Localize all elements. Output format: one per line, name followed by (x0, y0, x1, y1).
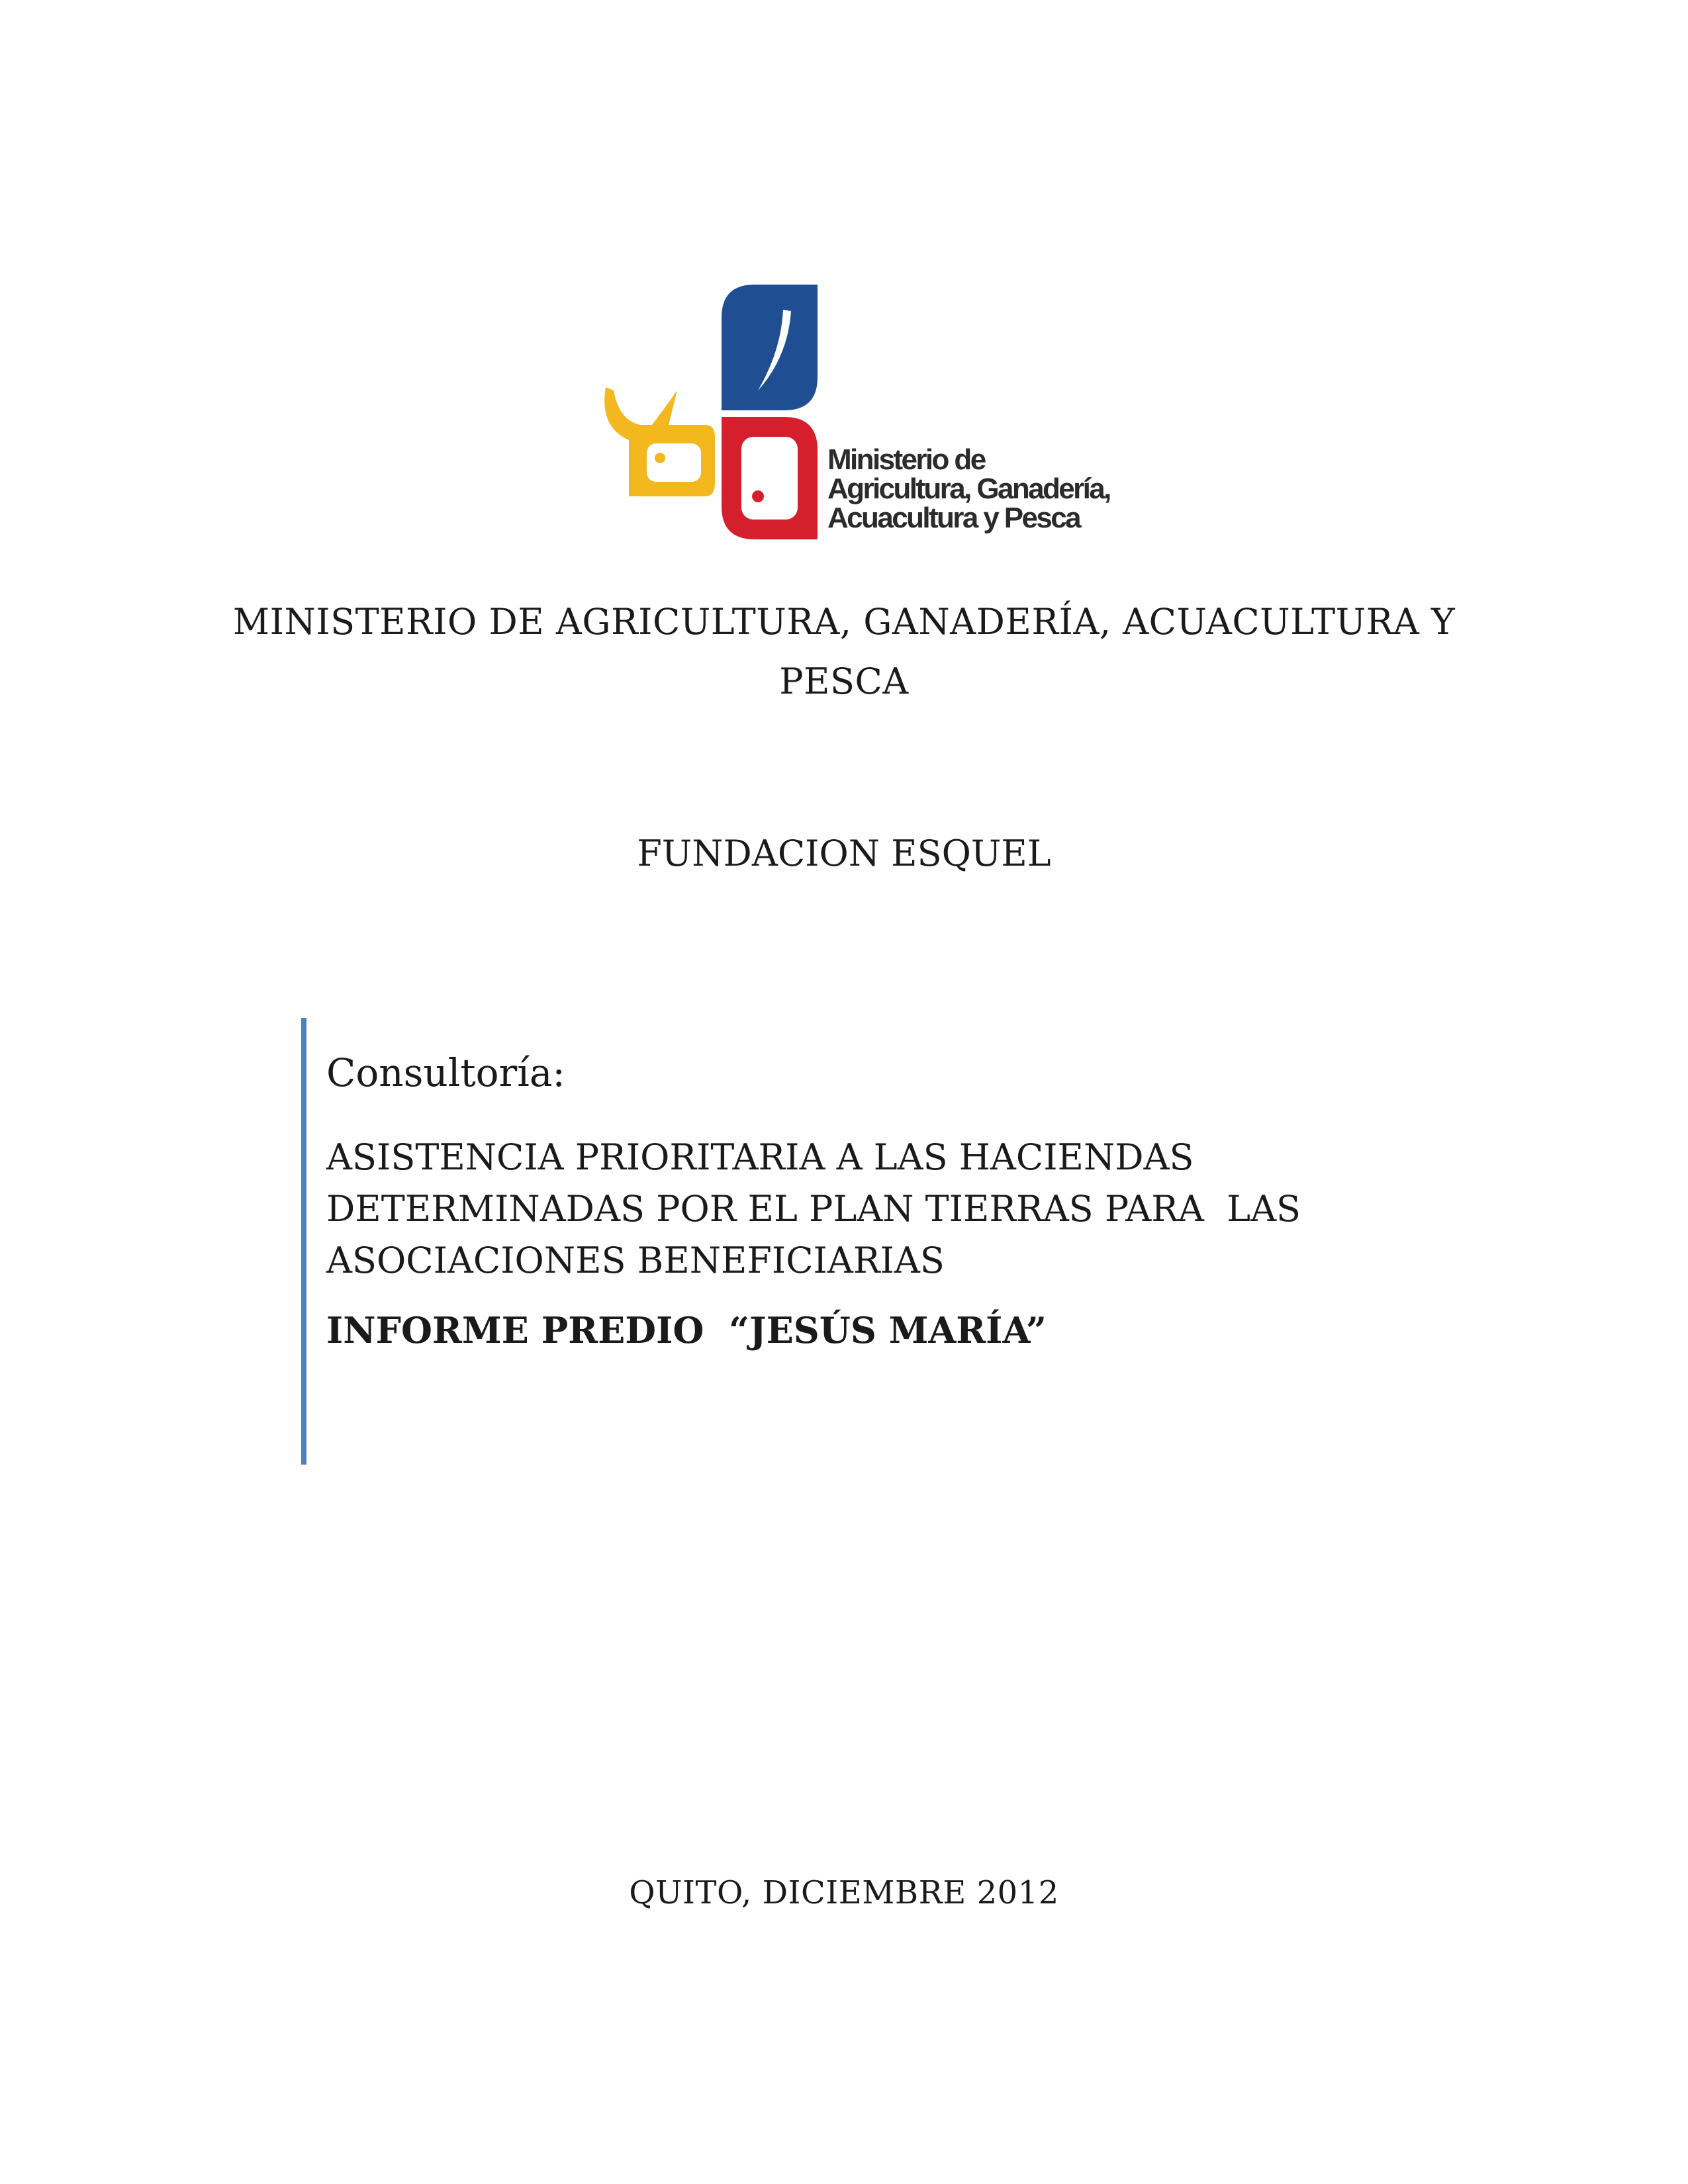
emblem-blue-leaf (722, 285, 818, 410)
consultancy-block (301, 1018, 1366, 1465)
place-date: QUITO, DICIEMBRE 2012 (629, 1874, 1059, 1911)
logo-text-line-1: Ministerio de (827, 443, 985, 476)
report-title: INFORME PREDIO “JESÚS MARÍA” (326, 1309, 1047, 1351)
ministry-logo (599, 285, 1115, 549)
emblem-red-inner (741, 437, 798, 520)
emblem-red-dot (752, 490, 764, 502)
logo-text-line-3: Acuacultura y Pesca (827, 502, 1080, 534)
consultancy-title (326, 1132, 1301, 1287)
ministry-title-line-1: MINISTERIO DE AGRICULTURA, GANADERÍA, ACUACULTURA Y (232, 601, 1456, 643)
ministry-emblem-icon (599, 285, 824, 549)
consultancy-label: Consultoría: (326, 1050, 565, 1095)
logo-text-line-2: Agricultura, Ganadería, (827, 473, 1110, 505)
emblem-yellow-eye (655, 453, 665, 463)
ministry-title-line-2: PESCA (779, 660, 909, 702)
emblem-yellow-window (647, 443, 701, 482)
ministry-title (199, 592, 1489, 711)
logo-wordmark (827, 445, 1110, 533)
consultancy-title-line-2: DETERMINADAS POR EL PLAN TIERRAS PARA LAS (326, 1188, 1301, 1230)
consultancy-title-line-1: ASISTENCIA PRIORITARIA A LAS HACIENDAS (326, 1136, 1194, 1178)
consultancy-title-line-3: ASOCIACIONES BENEFICIARIAS (326, 1240, 945, 1281)
foundation-name: FUNDACION ESQUEL (637, 833, 1051, 874)
